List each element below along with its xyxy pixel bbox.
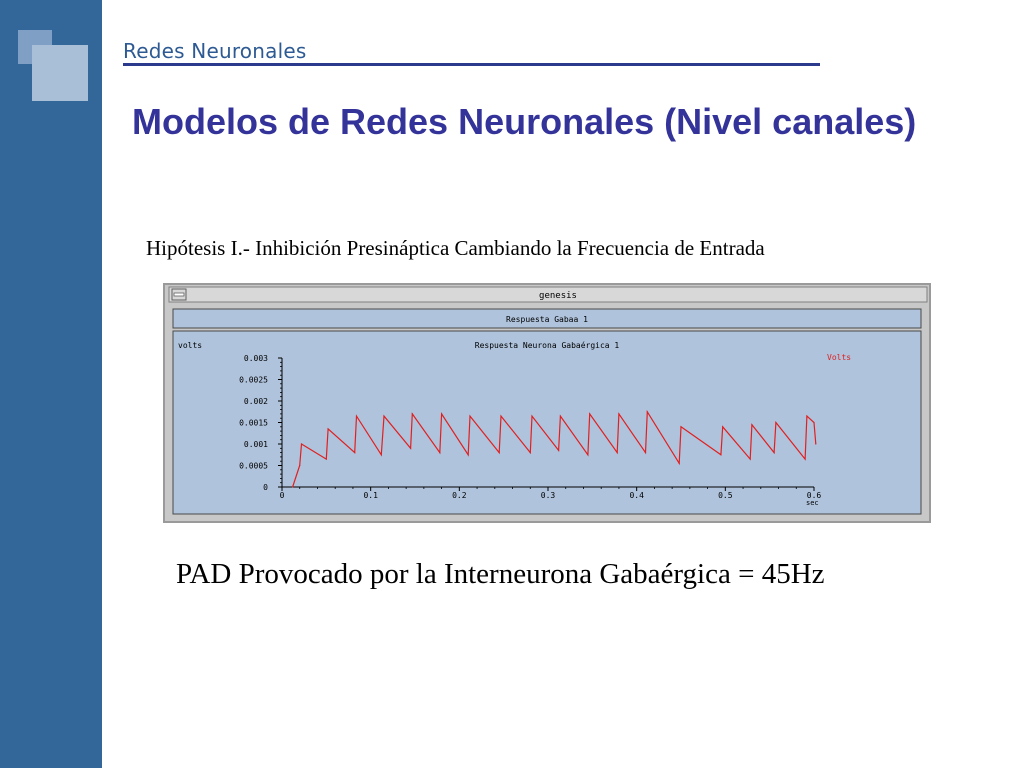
series-point bbox=[751, 424, 752, 425]
y-tick-label: 0 bbox=[263, 483, 268, 492]
series-point bbox=[383, 415, 384, 416]
series-point bbox=[292, 486, 293, 487]
series-point bbox=[328, 428, 329, 429]
window-title: genesis bbox=[539, 291, 577, 301]
series-point bbox=[775, 422, 776, 423]
series-point bbox=[722, 426, 723, 427]
series-point bbox=[774, 452, 775, 453]
menu-box-icon[interactable] bbox=[172, 289, 186, 300]
series-point bbox=[679, 463, 680, 464]
series-point bbox=[356, 415, 357, 416]
series-point bbox=[750, 458, 751, 459]
x-tick-label: 0.1 bbox=[363, 491, 378, 500]
legend-label: Volts bbox=[827, 353, 852, 362]
series-point bbox=[499, 452, 500, 453]
series-point bbox=[617, 452, 618, 453]
y-tick-label: 0.001 bbox=[243, 440, 268, 449]
hypothesis-text: Hipótesis I.- Inhibición Presináptica Cambiando la Frecuencia de Entrada bbox=[146, 236, 765, 260]
series-point bbox=[647, 411, 648, 412]
series-point bbox=[587, 454, 588, 455]
series-point bbox=[805, 458, 806, 459]
decor-square-large bbox=[32, 45, 88, 101]
series-point bbox=[806, 415, 807, 416]
series-point bbox=[354, 452, 355, 453]
series-point bbox=[410, 448, 411, 449]
series-point bbox=[531, 415, 532, 416]
genesis-window bbox=[163, 283, 931, 523]
series-point bbox=[301, 443, 302, 444]
section-rule bbox=[123, 63, 820, 66]
panel-title: Respuesta Gabaa 1 bbox=[506, 315, 588, 324]
x-tick-label: 0.6 bbox=[806, 491, 822, 500]
series-point bbox=[618, 413, 619, 414]
series-point bbox=[560, 415, 561, 416]
series-point bbox=[441, 413, 442, 414]
series-point bbox=[299, 465, 300, 466]
series-point bbox=[381, 454, 382, 455]
series-point bbox=[815, 443, 816, 444]
x-tick-label: 0.2 bbox=[452, 491, 467, 500]
series-point bbox=[469, 415, 470, 416]
y-tick-label: 0.0005 bbox=[239, 461, 268, 471]
section-title: Redes Neuronales bbox=[123, 39, 307, 63]
series-point bbox=[500, 415, 501, 416]
page-title: Modelos de Redes Neuronales (Nivel canales) bbox=[132, 101, 917, 142]
caption-text: PAD Provocado por la Interneurona Gabaérgica = 45Hz bbox=[176, 558, 825, 590]
x-tick-label: 0.4 bbox=[629, 491, 644, 500]
series-point bbox=[412, 413, 413, 414]
y-tick-label: 0.003 bbox=[243, 354, 268, 363]
genesis-window-svg bbox=[163, 283, 931, 523]
series-point bbox=[813, 422, 814, 423]
y-tick-label: 0.002 bbox=[243, 397, 268, 406]
series-point bbox=[530, 452, 531, 453]
x-tick-label: 0 bbox=[279, 491, 285, 500]
series-point bbox=[558, 450, 559, 451]
x-axis-label: sec bbox=[806, 499, 819, 507]
y-tick-label: 0.0015 bbox=[239, 418, 268, 428]
y-axis-label: volts bbox=[178, 341, 203, 350]
series-point bbox=[680, 426, 681, 427]
series-point bbox=[589, 413, 590, 414]
series-point bbox=[645, 452, 646, 453]
y-tick-label: 0.0025 bbox=[239, 375, 268, 385]
series-point bbox=[468, 454, 469, 455]
series-point bbox=[439, 452, 440, 453]
chart-title: Respuesta Neurona Gabaérgica 1 bbox=[474, 341, 620, 350]
series-point bbox=[326, 458, 327, 459]
series-point bbox=[720, 454, 721, 455]
x-tick-label: 0.5 bbox=[718, 491, 733, 500]
sidebar-band bbox=[0, 0, 102, 768]
x-tick-label: 0.3 bbox=[540, 491, 556, 500]
